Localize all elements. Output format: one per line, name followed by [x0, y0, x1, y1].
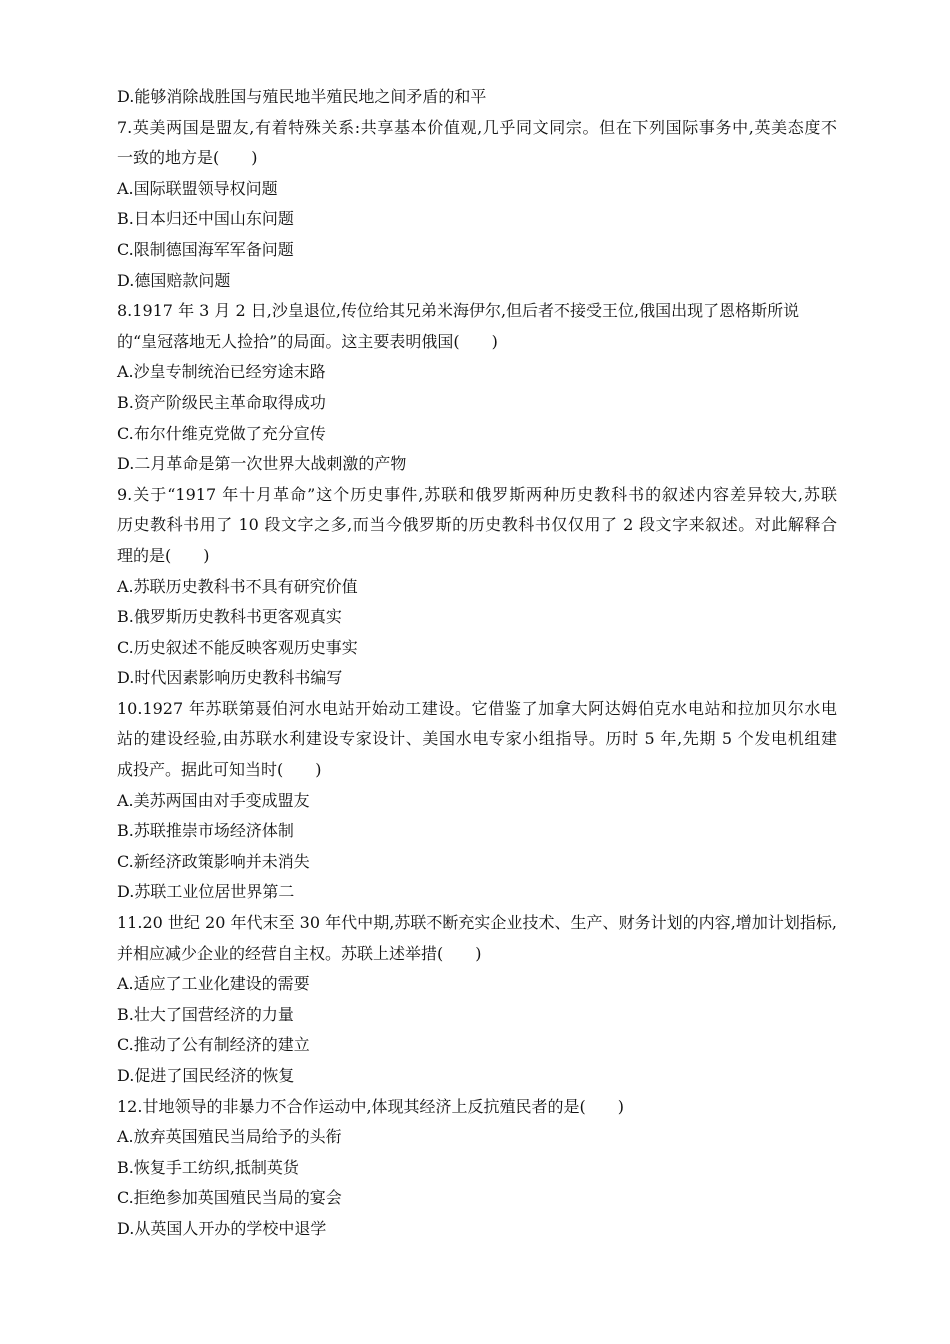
question-10-option-b: B.苏联推崇市场经济体制 [117, 821, 294, 841]
question-9-stem-line-3: 理的是( ) [117, 545, 210, 565]
question-9-option-d: D.时代因素影响历史教科书编写 [117, 668, 343, 688]
question-12-option-c: C.拒绝参加英国殖民当局的宴会 [117, 1188, 342, 1208]
question-11-option-c: C.推动了公有制经济的建立 [117, 1035, 310, 1055]
question-8-option-d: D.二月革命是第一次世界大战刺激的产物 [117, 454, 407, 474]
question-10-option-d: D.苏联工业位居世界第二 [117, 882, 295, 902]
question-11-stem-line-2: 并相应减少企业的经营自主权。苏联上述举措( ) [117, 943, 482, 963]
question-10-option-c: C.新经济政策影响并未消失 [117, 851, 310, 871]
question-12-option-a: A.放弃英国殖民当局给予的头衔 [117, 1127, 342, 1147]
question-9-option-c: C.历史叙述不能反映客观历史事实 [117, 637, 358, 657]
question-8-stem-line-1: 8.1917 年 3 月 2 日,沙皇退位,传位给其兄弟米海伊尔,但后者不接受王位,俄国出现了恩格斯所说 [117, 301, 800, 321]
question-8-option-a: A.沙皇专制统治已经穷途末路 [117, 362, 326, 382]
question-7-option-d: D.德国赔款问题 [117, 270, 231, 290]
question-9-stem-line-2: 历史教科书用了 10 段文字之多,而当今俄罗斯的历史教科书仅仅用了 2 段文字来叙述。对此解释合 [117, 515, 837, 535]
question-11-stem-line-1: 11.20 世纪 20 年代末至 30 年代中期,苏联不断充实企业技术、生产、财务计划的内容,增加计划指标, [117, 913, 837, 933]
question-9-stem-line-1: 9.关于“1917 年十月革命”这个历史事件,苏联和俄罗斯两种历史教科书的叙述内容差异较大,苏联 [117, 484, 837, 504]
question-11-option-b: B.壮大了国营经济的力量 [117, 1004, 294, 1024]
question-7-stem-line-2: 一致的地方是( ) [117, 148, 258, 168]
question-8-stem-line-2: 的“皇冠落地无人捡拾”的局面。这主要表明俄国( ) [117, 331, 498, 351]
question-7-stem-line-1: 7.英美两国是盟友,有着特殊关系:共享基本价值观,几乎同文同宗。但在下列国际事务中,英美态度不 [117, 117, 837, 137]
question-text-block [117, 82, 837, 1245]
question-9-option-b: B.俄罗斯历史教科书更客观真实 [117, 607, 342, 627]
text-line: D.能够消除战胜国与殖民地半殖民地之间矛盾的和平 [117, 87, 487, 106]
question-10-stem-line-2: 站的建设经验,由苏联水利建设专家设计、美国水电专家小组指导。历时 5 年,先期 5 个发电机组建 [117, 729, 837, 749]
question-10-stem-line-1: 10.1927 年苏联第聂伯河水电站开始动工建设。它借鉴了加拿大阿达姆伯克水电站和拉加贝尔水电 [117, 698, 837, 718]
question-8-option-c: C.布尔什维克党做了充分宣传 [117, 423, 326, 443]
question-10-stem-line-3: 成投产。据此可知当时( ) [117, 760, 322, 780]
question-7-option-c: C.限制德国海军军备问题 [117, 239, 294, 259]
question-7-option-a: A.国际联盟领导权问题 [117, 178, 278, 198]
question-9-option-a: A.苏联历史教科书不具有研究价值 [117, 576, 358, 596]
question-12-option-d: D.从英国人开办的学校中退学 [117, 1218, 327, 1238]
question-10-option-a: A.美苏两国由对手变成盟友 [117, 790, 310, 810]
question-11-option-a: A.适应了工业化建设的需要 [117, 974, 310, 994]
question-12-option-b: B.恢复手工纺织,抵制英货 [117, 1157, 299, 1177]
question-7-option-b: B.日本归还中国山东问题 [117, 209, 294, 229]
question-11-option-d: D.促进了国民经济的恢复 [117, 1066, 295, 1085]
question-8-option-b: B.资产阶级民主革命取得成功 [117, 392, 326, 412]
question-12-stem: 12.甘地领导的非暴力不合作运动中,体现其经济上反抗殖民者的是( ) [117, 1096, 625, 1116]
